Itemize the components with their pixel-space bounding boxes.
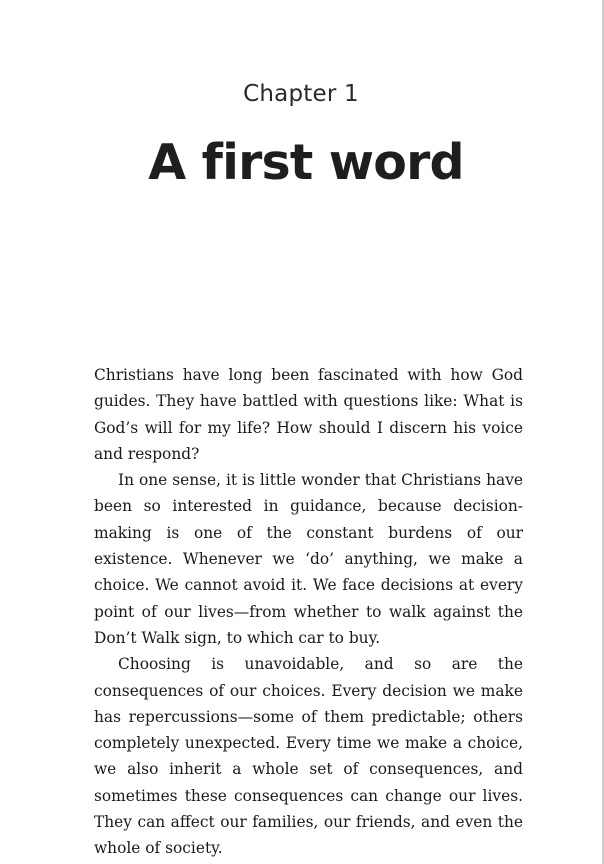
chapter-body [94, 362, 523, 862]
chapter-number: Chapter 1 [243, 81, 359, 107]
chapter-title: A first word [148, 134, 464, 191]
paragraph-2: In one sense, it is little wonder that Christians have been so interested in guidance, because decision-making is one of the constant burdens of our existence. Whenever we ‘do’ anything, we make a choice. We cannot avoid it. We face decisions at every point of our lives—from whether to walk against the Don’t Walk sign, to which car to buy. [94, 471, 523, 647]
paragraph-1: Christians have long been fascinated with how God guides. They have battled with questions like: What is God’s will for my life? How should I discern his voice and respond? [94, 366, 523, 463]
paragraph-3: Choosing is unavoidable, and so are the consequences of our choices. Every decision we make has repercussions—some of them predictable; others completely unexpected. Every time we make a choice, we also inherit a whole set of consequences, and sometimes these consequences can change our lives. They can affect our families, our friends, and even the whole of society. [94, 655, 523, 858]
